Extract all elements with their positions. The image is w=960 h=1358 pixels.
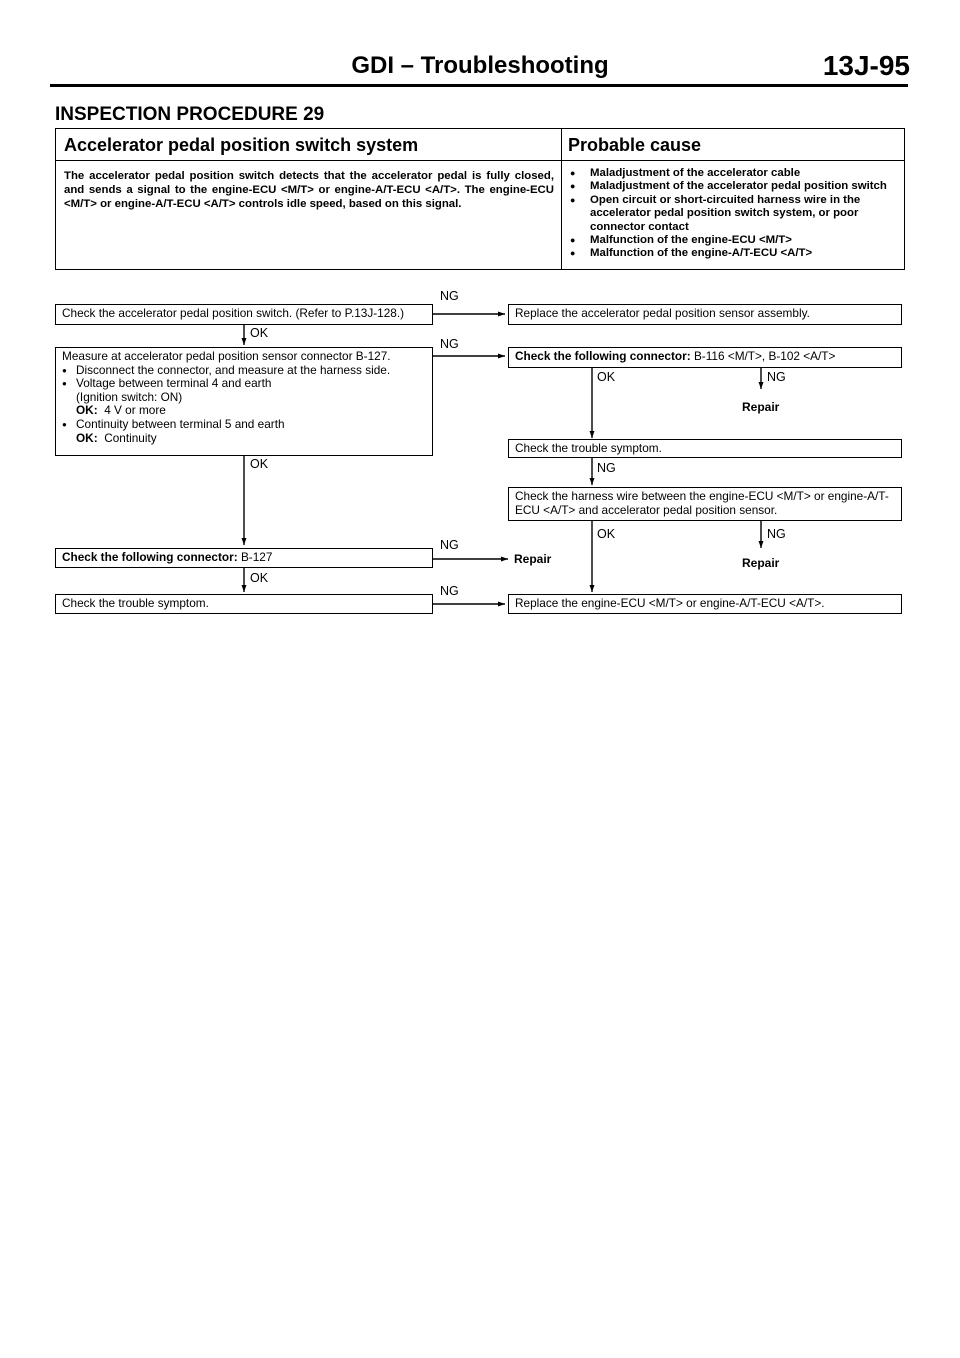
ok-label: OK xyxy=(250,457,269,471)
check-connector-label: Check the following connector: xyxy=(62,550,238,564)
measure-ok-continuity xyxy=(62,432,426,446)
check-switch-box xyxy=(55,304,433,325)
ng-label: NG xyxy=(767,370,786,384)
ok-label: OK xyxy=(250,326,269,340)
check-connector-ids: B-116 <M/T>, B-102 <A/T> xyxy=(693,349,836,363)
ok-criteria-label: OK: xyxy=(76,430,98,445)
repair-label: Repair xyxy=(514,552,552,566)
ng-label: NG xyxy=(440,337,459,351)
ng-label: NG xyxy=(440,538,459,552)
system-title: Accelerator pedal position switch system xyxy=(64,135,419,155)
page-header-title: GDI – Troubleshooting xyxy=(351,52,609,79)
repair-label: Repair xyxy=(742,556,780,570)
ng-label: NG xyxy=(440,289,459,303)
replace-sensor-box xyxy=(508,304,902,325)
check-connector-ids: B-127 xyxy=(240,550,273,564)
replace-ecu-text: Replace the engine-ECU <M/T> or engine-A/T-ECU <A/T>. xyxy=(515,596,825,610)
replace-ecu-box xyxy=(508,594,902,614)
cause-item: ● Open circuit or short-circuited harness wire in the accelerator pedal position switch system, or poor connector contact xyxy=(568,194,898,234)
ok-criteria-value: Continuity xyxy=(104,430,157,445)
check-connector-b127-box xyxy=(55,548,433,568)
harness-check-box xyxy=(508,487,902,521)
check-switch-text: Check the accelerator pedal position switch. (Refer to P.13J-128.) xyxy=(62,306,405,320)
measure-item-sub: (Ignition switch: ON) xyxy=(76,389,183,404)
procedure-title: INSPECTION PROCEDURE 29 xyxy=(55,104,325,125)
measure-item: ● Disconnect the connector, and measure at the harness side. xyxy=(62,364,426,378)
cause-item: ● Malfunction of the engine-ECU <M/T> xyxy=(568,234,898,247)
trouble-symptom-box-1 xyxy=(508,439,902,458)
cause-item: ● Maladjustment of the accelerator pedal position switch xyxy=(568,180,898,193)
trouble-symptom-text: Check the trouble symptom. xyxy=(515,441,662,455)
probable-cause-title: Probable cause xyxy=(568,135,702,155)
measure-list xyxy=(62,364,426,446)
ok-label: OK xyxy=(597,370,616,384)
measure-item: ● Voltage between terminal 4 and earth xyxy=(62,377,426,391)
ng-label: NG xyxy=(767,527,786,541)
ok-label: OK xyxy=(597,527,616,541)
measure-title: Measure at accelerator pedal position sensor connector B-127. xyxy=(62,349,391,363)
measure-item: ● Continuity between terminal 5 and earth xyxy=(62,418,426,432)
replace-sensor-text: Replace the accelerator pedal position sensor assembly. xyxy=(515,306,810,320)
cause-item: ● Malfunction of the engine-A/T-ECU <A/T> xyxy=(568,247,898,260)
harness-check-text: Check the harness wire between the engine-ECU <M/T> or engine-A/T-ECU <A/T> and accelerator pedal position sensor. xyxy=(515,489,889,517)
ng-label: NG xyxy=(440,584,459,598)
ok-criteria-value: 4 V or more xyxy=(104,403,166,418)
check-connector-label: Check the following connector: xyxy=(515,349,691,363)
ok-criteria-label: OK: xyxy=(76,403,98,418)
repair-label: Repair xyxy=(742,400,780,414)
system-description: The accelerator pedal position switch detects that the accelerator pedal is fully closed, and sends a signal to the engine-ECU <M/T> or engine-A/T-ECU <A/T>. The engine-ECU <M/T> or engine-A/T-ECU <A/T> controls idle speed, based on this signal. xyxy=(64,170,554,210)
ok-label: OK xyxy=(250,571,269,585)
measure-ok-voltage xyxy=(62,404,426,418)
check-connector-b116-box xyxy=(508,347,902,368)
page-number: 13J-95 xyxy=(822,50,910,81)
cause-item: ● Maladjustment of the accelerator cable xyxy=(568,167,898,180)
trouble-symptom-box-2 xyxy=(55,594,433,614)
trouble-symptom-text: Check the trouble symptom. xyxy=(62,596,209,610)
measure-connector-box xyxy=(55,347,433,456)
ng-label: NG xyxy=(597,461,616,475)
